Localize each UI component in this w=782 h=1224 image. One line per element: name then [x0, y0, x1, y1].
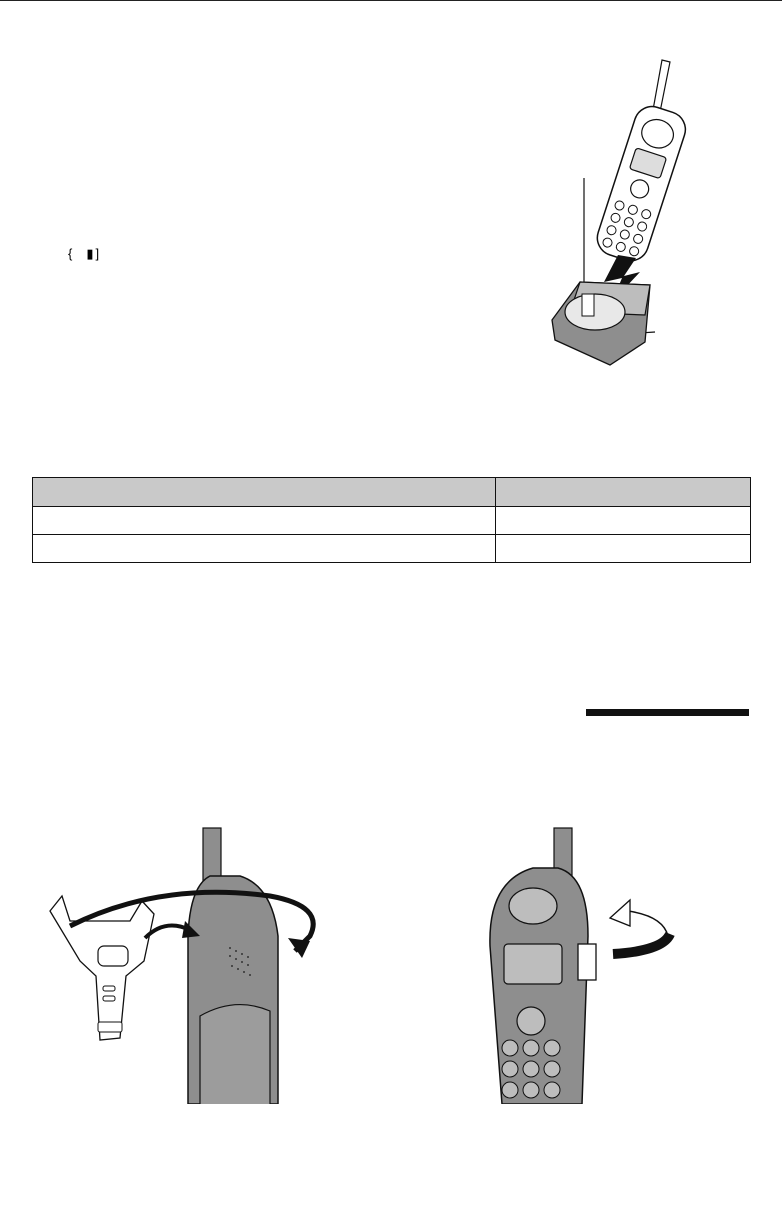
table-row: [33, 507, 751, 535]
table-cell: [33, 507, 496, 535]
section-heading-rule: [586, 709, 749, 716]
spec-table: [32, 477, 751, 563]
table-row: [33, 535, 751, 563]
table-cell: [496, 507, 751, 535]
handset-charger-illustration: [540, 50, 755, 375]
indicator-right-bracket: ]: [95, 246, 100, 261]
table-header-cell: [496, 478, 751, 507]
table-cell: [496, 535, 751, 563]
indicator-block: ▮: [86, 246, 94, 261]
table-header-cell: [33, 478, 496, 507]
table-header-row: [33, 478, 751, 507]
table-cell: [33, 535, 496, 563]
belt-clip-attach-illustration: [40, 826, 330, 1104]
display-indicator: [68, 246, 99, 262]
top-rule: [0, 0, 782, 1]
belt-clip-remove-illustration: [478, 826, 688, 1104]
indicator-left-bracket: {: [68, 246, 73, 261]
